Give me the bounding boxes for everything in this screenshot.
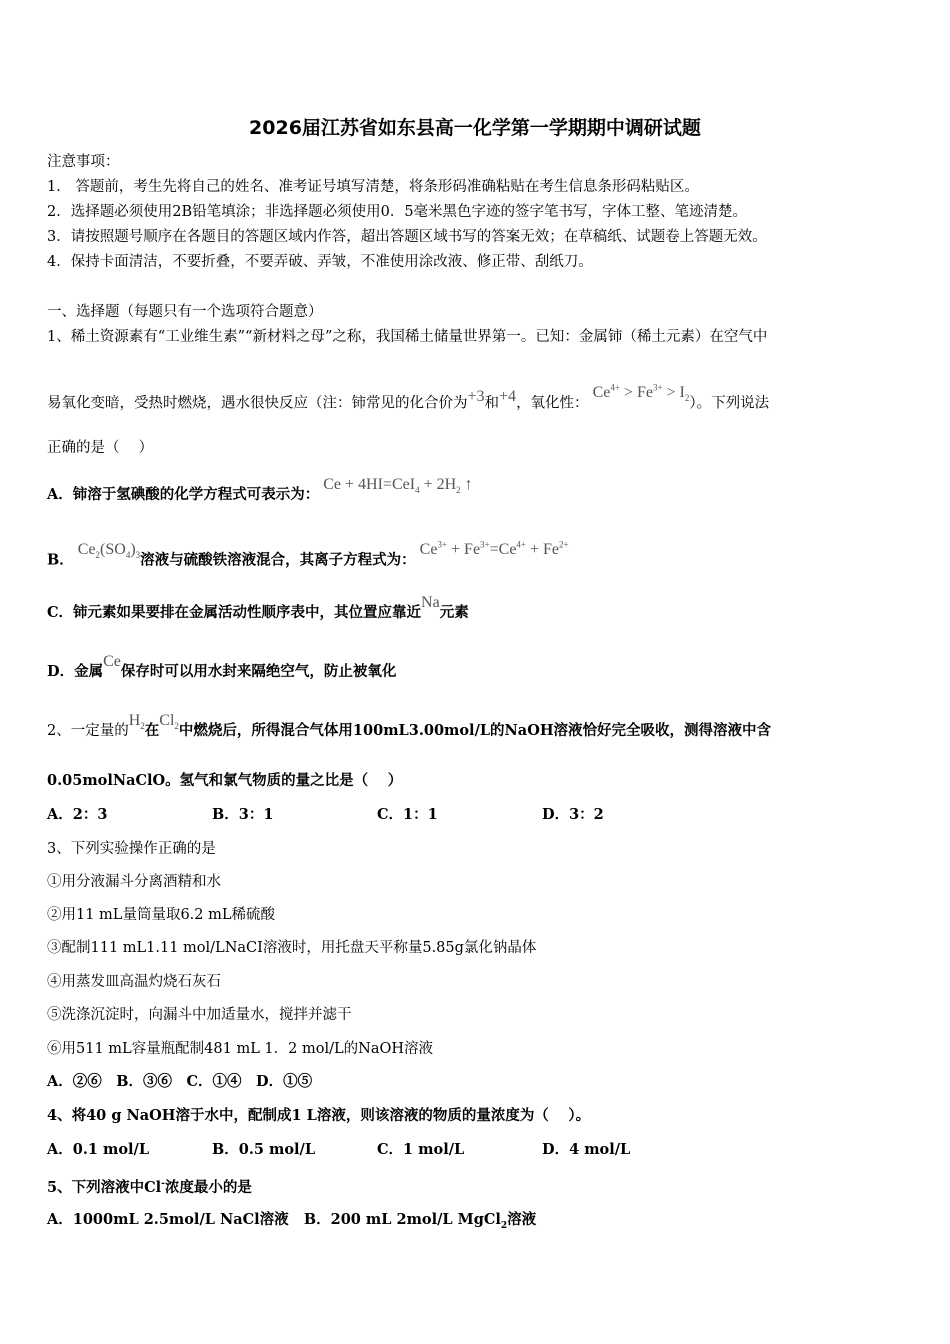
q1-text: 易氧化变暗，受热时燃烧，遇水很快反应（注：铈常见的化合价为	[47, 395, 468, 412]
valence-plus3: +3	[467, 388, 485, 406]
q2-option: B．3：1	[212, 806, 274, 823]
symbol-na: Na	[421, 594, 440, 611]
q2-options	[47, 805, 604, 825]
q5-text: 5、下列溶液中Cl	[47, 1178, 162, 1196]
q1-stem-line2	[47, 383, 770, 419]
q3-item: ①用分液漏斗分离酒精和水	[47, 874, 221, 890]
q2-option: D．3：2	[542, 806, 604, 823]
q2-option: C．1：1	[377, 806, 438, 823]
q4-options	[47, 1140, 630, 1160]
formula-ce2so43: $Ce_2(SO_4)_3$	[73, 541, 141, 561]
valence-plus4: +4	[499, 388, 517, 406]
q3-options: A．②⑥ B．③⑥ C．①④ D．①⑤	[47, 1073, 313, 1090]
q1-option-c	[47, 594, 469, 623]
q3-stem: 3、下列实验操作正确的是	[47, 841, 216, 857]
notice-heading: 注意事项：	[47, 154, 120, 170]
q3-item: ②用11 mL量筒量取6.2 mL稀硫酸	[47, 907, 275, 923]
notice-item: 1． 答题前，考生先将自己的姓名、准考证号填写清楚，将条形码准确粘贴在考生信息条形码粘贴区。	[47, 179, 699, 195]
formula-h2: $H_2$	[128, 712, 145, 732]
option-a-label: A．铈溶于氢碘酸的化学方程式可表示为：	[47, 486, 320, 503]
equation-a: $Ce + 4HI=CeI_4 + 2H_2$ ↑	[319, 476, 473, 496]
notice-item: 4．保持卡面清洁，不要折叠，不要弄破、弄皱，不准使用涂改液、修正带、刮纸刀。	[47, 254, 593, 270]
notice-item: 2．选择题必须使用2B铅笔填涂；非选择题必须使用0．5毫米黑色字迹的签字笔书写，字体工整、笔迹清楚。	[47, 204, 748, 220]
option-c-end: 元素	[439, 604, 469, 621]
q5-option-b: B．200 mL 2mol/L MgCl	[303, 1211, 501, 1228]
oxidizing-order-formula: $Ce^{4+} > Fe^{3+} > I_2$	[588, 383, 690, 404]
q1-stem-line3: 正确的是（ ）	[47, 440, 154, 456]
q4-option: C．1 mol/L	[377, 1141, 465, 1158]
q1-option-a	[47, 476, 473, 510]
formula-cl2: $Cl_2$	[159, 712, 179, 732]
q1-text: ，氧化性：	[516, 395, 589, 412]
q4-option: A．0.1 mol/L	[47, 1141, 150, 1158]
exam-title: 2026届江苏省如东县高一化学第一学期期中调研试题	[249, 117, 701, 139]
q1-text: 和	[484, 395, 500, 412]
equation-b: $Ce^{3+} + Fe^{3+}=Ce^{4+} + Fe^{2+}$	[415, 540, 569, 559]
option-b-text: 溶液与硫酸铁溶液混合，其离子方程式为：	[140, 551, 416, 569]
option-d-label: D．金属	[47, 663, 104, 680]
q4-option: D．4 mol/L	[542, 1141, 631, 1158]
q5-option-b-end: 溶液	[507, 1211, 537, 1228]
q1-option-b	[47, 540, 569, 576]
q5-sub: 2	[500, 1220, 508, 1231]
option-c-label: C．铈元素如果要排在金属活动性顺序表中，其位置应靠近	[47, 604, 422, 621]
q5-options	[47, 1210, 536, 1236]
option-b-label: B．	[47, 551, 74, 569]
q2-text: 在	[144, 722, 160, 739]
notice-item: 3．请按照题号顺序在各题目的答题区域内作答，超出答题区域书写的答案无效；在草稿纸、试题卷上答题无效。	[47, 229, 767, 245]
q3-item: ③配制111 mL1.11 mol/LNaCI溶液时，用托盘天平称量5.85g氯化钠晶体	[47, 940, 537, 956]
q3-item: ④用蒸发皿高温灼烧石灰石	[47, 974, 221, 990]
q3-item: ⑤洗涤沉淀时，向漏斗中加适量水，搅拌并滤干	[47, 1007, 352, 1023]
q4-stem: 4、将40 g NaOH溶于水中，配制成1 L溶液，则该溶液的物质的量浓度为（ ）。	[47, 1107, 591, 1124]
q2-stem-line1	[47, 712, 772, 746]
q5-stem	[47, 1174, 252, 1198]
q2-stem-line2: 0.05molNaClO。氢气和氯气物质的量之比是（ ）	[47, 772, 403, 789]
q1-text: ）。下列说法	[689, 395, 770, 412]
q5-option-a: A．1000mL 2.5mol/L NaCl溶液	[47, 1211, 289, 1228]
q2-option: A．2：3	[47, 806, 108, 823]
q4-option: B．0.5 mol/L	[212, 1141, 316, 1158]
symbol-ce: Ce	[103, 653, 121, 670]
q2-text: 2、一定量的	[47, 723, 129, 739]
q5-text: 浓度最小的是	[164, 1178, 252, 1196]
option-d-end: 保存时可以用水封来隔绝空气，防止被氧化	[120, 663, 397, 680]
q1-stem-line1: 1、稀土资源素有“工业维生素”“新材料之母”之称，我国稀土储量世界第一。已知：金属铈（稀土元素）在空气中	[47, 329, 768, 345]
q3-item: ⑥用511 mL容量瓶配制481 mL 1．2 mol/L的NaOH溶液	[47, 1041, 433, 1057]
q1-option-d	[47, 653, 397, 682]
q2-text: 中燃烧后，所得混合气体用100mL3.00mol/L的NaOH溶液恰好完全吸收，测得溶液中含	[178, 722, 772, 739]
section-heading: 一、选择题（每题只有一个选项符合题意）	[47, 304, 323, 320]
q5-sup: -	[161, 1179, 165, 1189]
